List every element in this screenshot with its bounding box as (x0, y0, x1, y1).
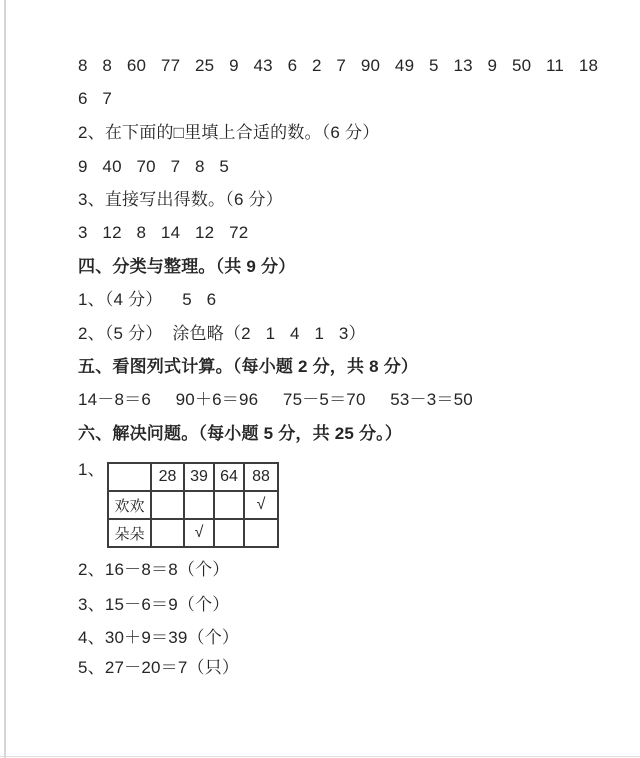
answers-row-1: 8 8 60 77 25 9 43 6 2 7 90 49 5 13 9 50 11 18 (78, 56, 599, 75)
table-cell (214, 491, 244, 519)
section-6-heading: 六、解决问题。（每小题 5 分，共 25 分。） (78, 424, 403, 443)
problem-2-answer: 2、16－8＝8（个） (78, 560, 230, 579)
problem-4-answer: 4、30＋9＝39（个） (78, 628, 240, 647)
question-2-heading: 2、在下面的□里填上合适的数。（6 分） (78, 123, 380, 142)
table-header-cell: 28 (151, 463, 184, 491)
table-row (108, 491, 278, 519)
answers-row-2: 6 7 (78, 89, 113, 108)
question-2-answers: 9 40 70 7 8 5 (78, 157, 230, 176)
problem-5-answer: 5、27－20＝7（只） (78, 658, 240, 677)
table-header-cell: 39 (184, 463, 214, 491)
page-bottom-edge (0, 756, 640, 757)
table-header-cell: 64 (214, 463, 244, 491)
table-cell (244, 519, 278, 547)
table-row-label: 欢欢 (108, 491, 151, 519)
statistics-table (107, 462, 279, 548)
table-corner-cell (108, 463, 151, 491)
table-header-row (108, 463, 278, 491)
page-left-edge (4, 0, 6, 758)
section-4-item-1: 1、（4 分） 5 6 (78, 290, 217, 309)
table-cell (151, 491, 184, 519)
section-4-item-2: 2、（5 分） 涂色略（2 1 4 1 3） (78, 324, 366, 343)
problem-3-answer: 3、15－6＝9（个） (78, 595, 230, 614)
section-5-heading: 五、看图列式计算。（每小题 2 分，共 8 分） (78, 357, 419, 376)
section-5-answers: 14－8＝6 90＋6＝96 75－5＝70 53－3＝50 (78, 390, 473, 409)
question-3-heading: 3、直接写出得数。（6 分） (78, 190, 283, 209)
table-row-label: 朵朵 (108, 519, 151, 547)
table-check-cell: √ (244, 491, 278, 519)
section-4-heading: 四、分类与整理。（共 9 分） (78, 257, 296, 276)
table-cell (214, 519, 244, 547)
table-cell (151, 519, 184, 547)
problem-1-label: 1、 (78, 460, 105, 479)
table-header-cell: 88 (244, 463, 278, 491)
question-3-answers: 3 12 8 14 12 72 (78, 223, 249, 242)
table-check-cell: √ (184, 519, 214, 547)
table-row (108, 519, 278, 547)
table-cell (184, 491, 214, 519)
